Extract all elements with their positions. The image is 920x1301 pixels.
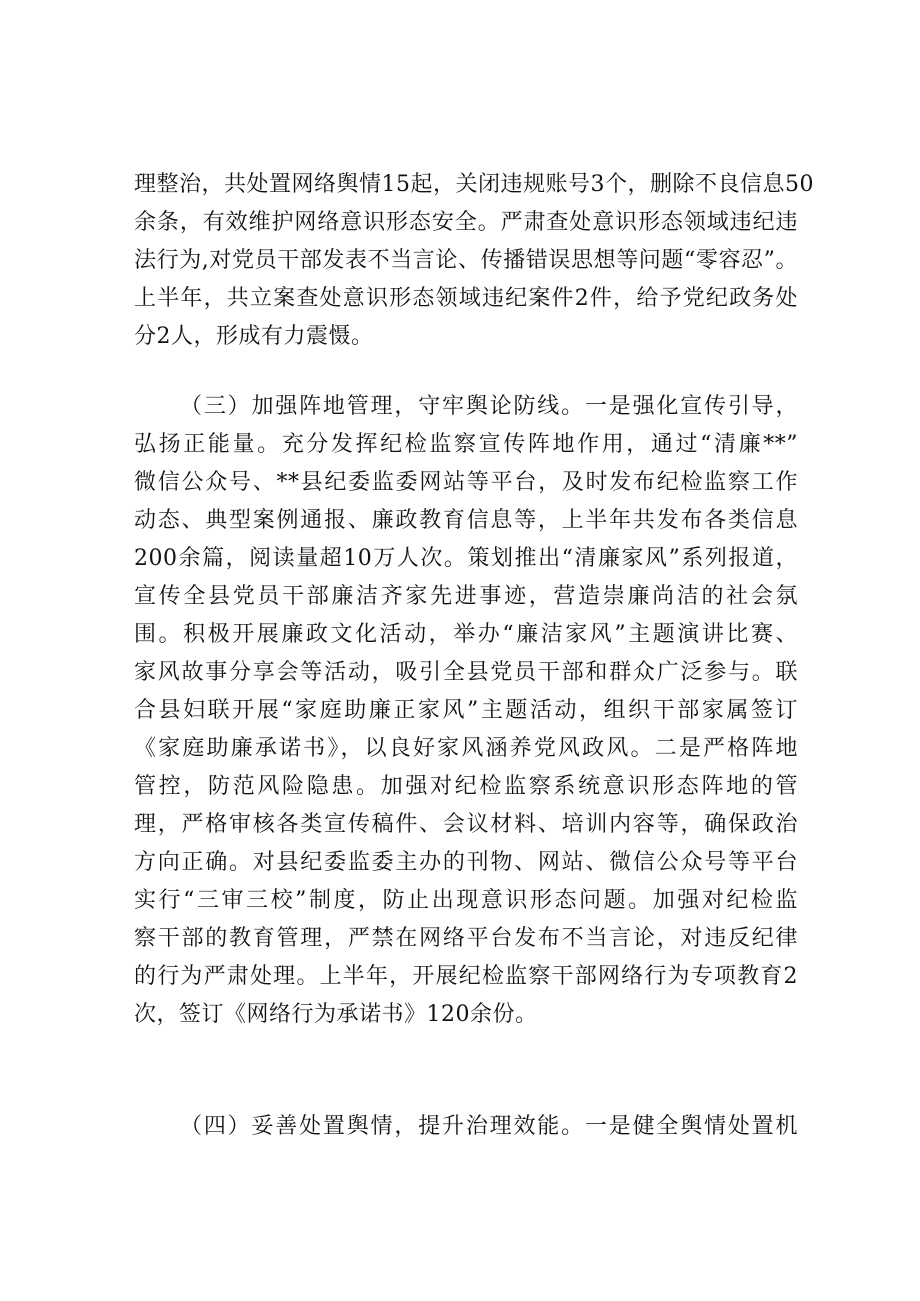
text-line: 理整治，共处置网络舆情15起，关闭违规账号3个，删除不良信息50 [134, 172, 814, 197]
text-line: 方向正确。对县纪委监委主办的刊物、网站、微信公众号等平台 [134, 850, 798, 875]
text-line: 法行为,对党员干部发表不当言论、传播错误思想等问题“零容忍”。 [134, 248, 798, 273]
text-line: 管控，防范风险隐患。加强对纪检监察系统意识形态阵地的管 [134, 774, 798, 799]
paragraph-public-opinion [134, 1108, 798, 1146]
text-line: 分2人，形成有力震慑。 [134, 324, 374, 349]
text-line: 微信公众号、**县纪委监委网站等平台，及时发布纪检监察工作 [134, 470, 798, 495]
text-line: 上半年，共立案查处意识形态领域违纪案件2件，给予党纪政务处 [134, 286, 798, 311]
text-line: 次，签订《网络行为承诺书》120余份。 [134, 1002, 538, 1027]
text-line: 动态、典型案例通报、廉政教育信息等，上半年共发布各类信息 [134, 508, 798, 533]
text-line: 的行为严肃处理。上半年，开展纪检监察干部网络行为专项教育2 [134, 964, 798, 989]
text-line: 《家庭助廉承诺书》，以良好家风涵养党风政风。二是严格阵地 [134, 736, 798, 761]
paragraph-network-governance [134, 166, 814, 356]
section-heading-line: （三）加强阵地管理，守牢舆论防线。一是强化宣传引导， [180, 394, 798, 419]
text-line: 实行“三审三校”制度，防止出现意识形态问题。加强对纪检监 [134, 888, 798, 913]
text-line: 余条，有效维护网络意识形态安全。严肃查处意识形态领域违纪违 [134, 210, 798, 235]
text-line: 合县妇联开展“家庭助廉正家风”主题活动，组织干部家属签订 [134, 698, 798, 723]
text-line: 围。积极开展廉政文化活动，举办“廉洁家风”主题演讲比赛、 [134, 622, 798, 647]
section-heading-line: （四）妥善处置舆情，提升治理效能。一是健全舆情处置机 [180, 1114, 798, 1139]
text-line: 200余篇，阅读量超10万人次。策划推出“清廉家风”系列报道， [134, 546, 798, 571]
text-line: 察干部的教育管理，严禁在网络平台发布不当言论，对违反纪律 [134, 926, 798, 951]
text-line: 宣传全县党员干部廉洁齐家先进事迹，营造崇廉尚洁的社会氛 [134, 584, 798, 609]
text-line: 家风故事分享会等活动，吸引全县党员干部和群众广泛参与。联 [134, 660, 798, 685]
text-line: 理，严格审核各类宣传稿件、会议材料、培训内容等，确保政治 [134, 812, 798, 837]
text-line: 弘扬正能量。充分发挥纪检监察宣传阵地作用，通过“清廉**” [134, 432, 798, 457]
paragraph-position-management [134, 388, 798, 1034]
